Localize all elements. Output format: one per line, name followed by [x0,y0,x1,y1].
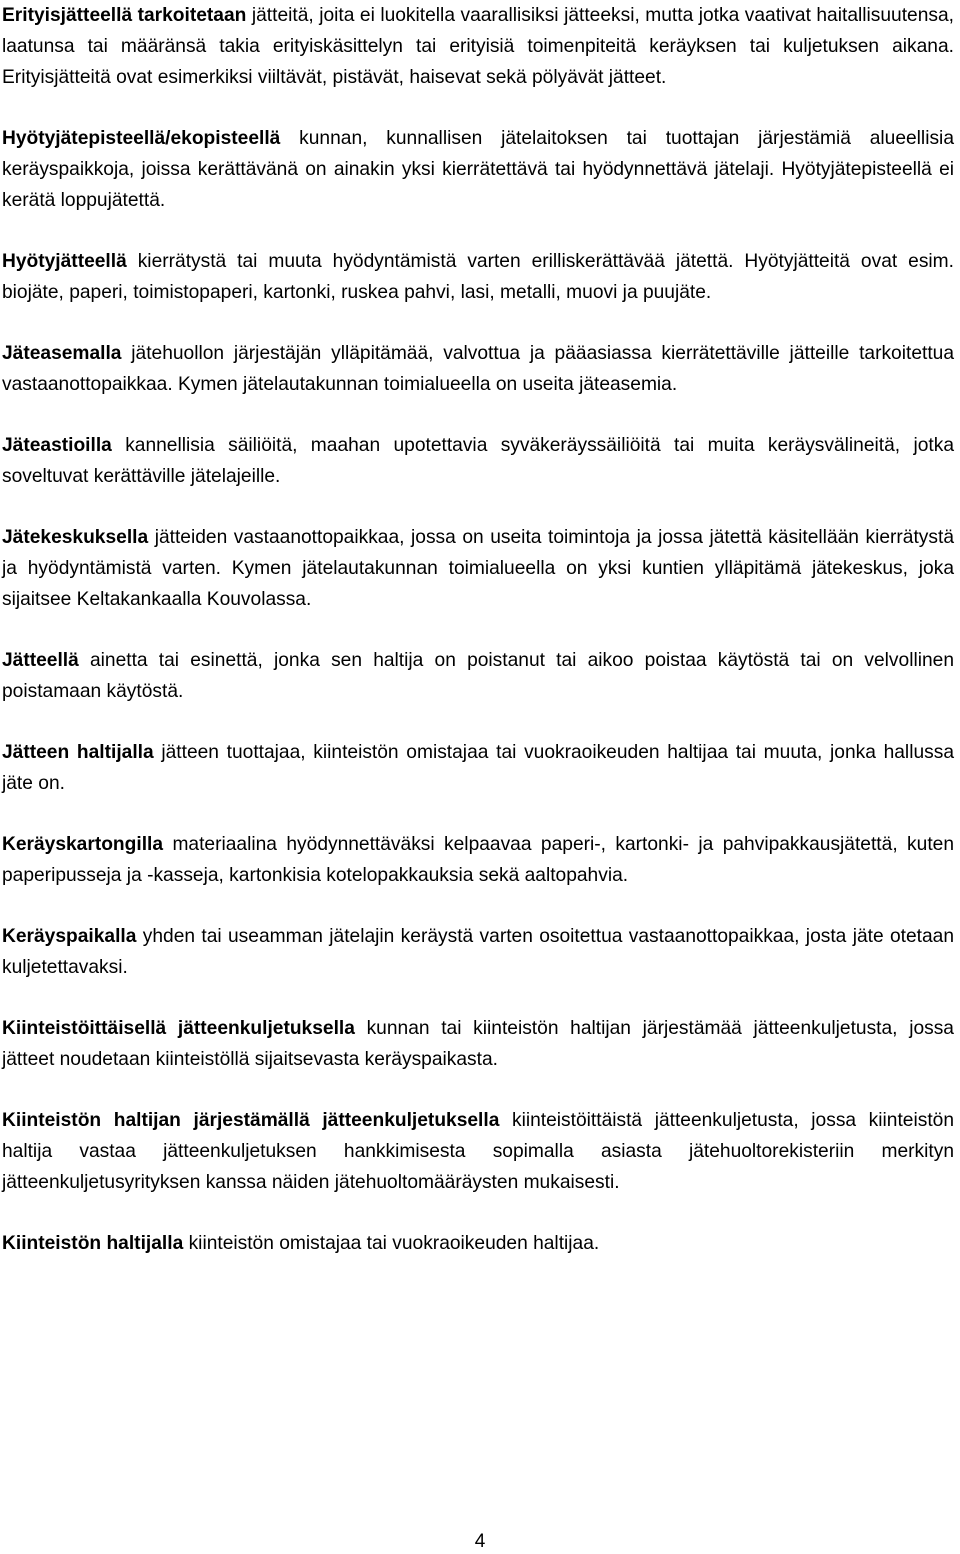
definition-term: Keräyskartongilla [2,834,164,855]
definition-text: kannellisia säiliöitä, maahan upotettavia syväkeräyssäiliöitä tai muita keräysvälineitä, jotka soveltuvat kerättäville jätelajeille. [2,435,954,487]
page-number: 4 [474,1531,486,1552]
definition-text: kierrätystä tai muuta hyödyntämistä varten erilliskerättävää jätettä. Hyötyjätteitä ovat esim. biojäte, paperi, toimistopaperi, kartonki, ruskea pahvi, lasi, metalli, muovi ja puujäte. [2,251,954,303]
definition-term: Jätteellä [2,650,79,671]
definition-paragraph [2,1228,954,1259]
definition-text: ainetta tai esinettä, jonka sen haltija on poistanut tai aikoo poistaa käytöstä tai on velvollinen poistamaan käytöstä. [2,650,954,702]
definition-paragraph [2,829,954,891]
definition-paragraph [2,338,954,400]
definition-text: kiinteistöittäistä jätteenkuljetusta, jossa kiinteistön haltija vastaa jätteenkuljetuksen hankkimisesta sopimalla asiasta jätehuoltorekisteriin merkityn jätteenkuljetusyrityksen kanssa näiden jätehuoltomääräysten mukaisesti. [2,1110,954,1193]
definition-term: Jäteasemalla [2,343,122,364]
definition-term: Hyötyjätteellä [2,251,127,272]
definition-term: Kiinteistöittäisellä jätteenkuljetuksella [2,1018,355,1039]
definition-text: kunnan, kunnallisen jätelaitoksen tai tuottajan järjestämiä alueellisia keräyspaikkoja, joissa kerättävänä on ainakin yksi kierrätettävä tai hyödynnettävä jätelaji. Hyötyjätepisteellä ei kerätä loppujätettä. [2,128,954,211]
definition-text: yhden tai useamman jätelajin keräystä varten osoitettua vastaanottopaikkaa, josta jäte otetaan kuljetettavaksi. [2,926,954,978]
definition-term: Jätekeskuksella [2,527,149,548]
definition-paragraph [2,430,954,492]
definition-text: jätteen tuottajaa, kiinteistön omistajaa tai vuokraoikeuden haltijaa tai muuta, jonka hallussa jäte on. [2,742,954,794]
definition-text: jätehuollon järjestäjän ylläpitämää, valvottua ja pääasiassa kierrätettäville jätteille tarkoitettua vastaanottopaikkaa. Kymen jätelautakunnan toimialueella on useita jäteasemia. [2,343,954,395]
definition-paragraph [2,123,954,216]
definition-term: Kiinteistön haltijalla [2,1233,184,1254]
definition-paragraph [2,522,954,615]
definition-paragraph [2,1013,954,1075]
definitions-list [2,0,954,1289]
definition-paragraph [2,645,954,707]
definition-term: Jätteen haltijalla [2,742,154,763]
definition-term: Keräyspaikalla [2,926,137,947]
definition-term: Kiinteistön haltijan järjestämällä jätteenkuljetuksella [2,1110,500,1131]
definition-term: Jäteastioilla [2,435,112,456]
definition-paragraph [2,0,954,93]
definition-text: jätteitä, joita ei luokitella vaarallisiksi jätteeksi, mutta jotka vaativat haitallisuutensa, laatunsa tai määränsä takia erityiskäsittelyn tai erityisiä toimenpiteitä keräyksen tai kuljetuksen aikana. Erityisjätteitä ovat esimerkiksi viiltävät, pistävät, haisevat sekä pölyävät jätteet. [2,5,954,88]
definition-paragraph [2,1105,954,1198]
definition-paragraph [2,737,954,799]
definition-text: materiaalina hyödynnettäväksi kelpaavaa paperi-, kartonki- ja pahvipakkausjätettä, kuten paperipusseja ja -kasseja, kartonkisia kotelopakkauksia sekä aaltopahvia. [2,834,954,886]
definition-term: Hyötyjätepisteellä/ekopisteellä [2,128,281,149]
definition-term: Erityisjätteellä tarkoitetaan [2,5,247,26]
definition-text: kunnan tai kiinteistön haltijan järjestämää jätteenkuljetusta, jossa jätteet noudetaan kiinteistöllä sijaitsevasta keräyspaikasta. [2,1018,954,1070]
definition-text: kiinteistön omistajaa tai vuokraoikeuden haltijaa. [183,1233,600,1254]
definition-paragraph [2,921,954,983]
definition-paragraph [2,246,954,308]
definition-text: jätteiden vastaanottopaikkaa, jossa on useita toimintoja ja jossa jätettä käsitellään kierrätystä ja hyödyntämistä varten. Kymen jätelautakunnan toimialueella on yksi kuntien ylläpitämä jätekeskus, joka sijaitsee Keltakankaalla Kouvolassa. [2,527,954,610]
